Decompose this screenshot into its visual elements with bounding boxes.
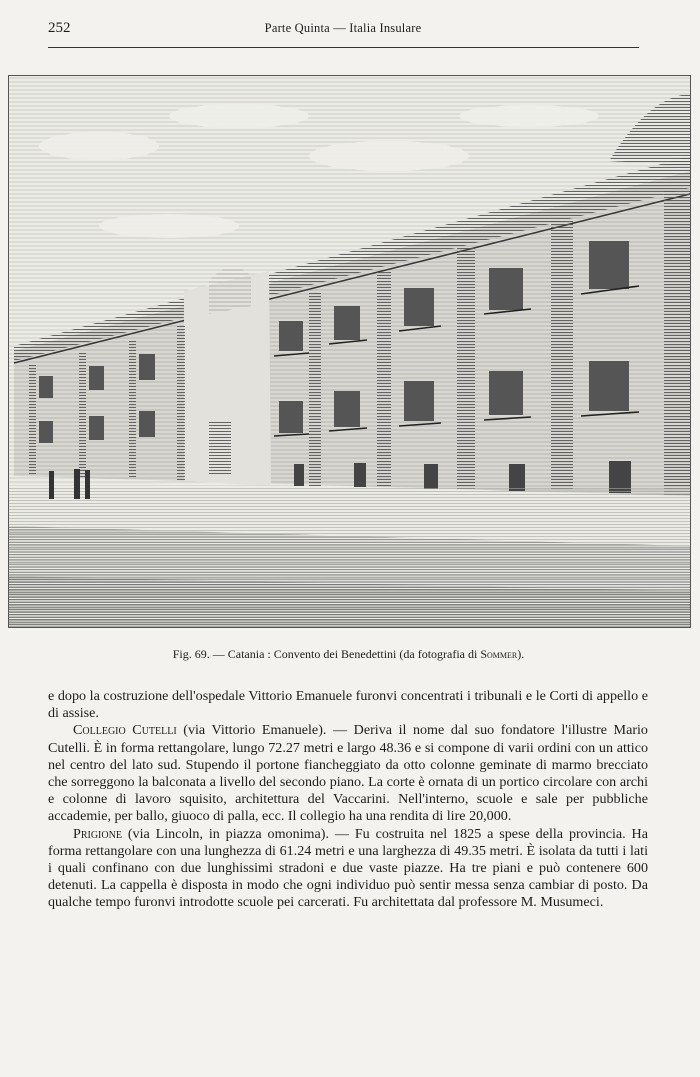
caption-suffix: ).: [517, 647, 525, 661]
caption-text: Fig. 69. — Catania : Convento dei Benedettini (da fotografia di: [172, 647, 481, 661]
caption-author: Sommer: [480, 647, 518, 661]
running-title: Parte Quinta — Italia Insulare: [264, 21, 422, 35]
figure-caption: [8, 647, 689, 662]
convent-illustration: [9, 76, 690, 627]
body-text: [48, 688, 648, 912]
header-rule: [48, 47, 639, 48]
paragraph-prigione: [48, 826, 648, 912]
paragraph-collegio-cutelli: [48, 722, 648, 825]
entry-text-prigione: (via Lincoln, in piazza omonima). — Fu costruita nel 1825 a spese della provincia. Ha forma rettangolare con una lunghezza di 61.24 metri e una larghezza di 49.35 metri. È isolata da tutti i lati i quali confinano con due lunghissimi stradoni e due vaste piazze. Ha tre piani e può contenere 600 detenuti. La cappella è disposta in modo che ogni individuo può sentir messa senza cambiar di posto. Da qualche tempo furonvi introdotte scuole pei carcerati. Fu architettata dal professore M. Musumeci.: [48, 825, 648, 911]
paragraph-1: e dopo la costruzione dell'ospedale Vittorio Emanuele furonvi concentrati i tribunali e le Corti di appello e di assise.: [48, 688, 648, 722]
page-number: 252: [48, 20, 71, 36]
page-header: [48, 20, 638, 42]
figure-engraving: [8, 75, 691, 628]
entry-heading-collegio: Collegio Cutelli: [73, 722, 177, 739]
entry-text-collegio: (via Vittorio Emanuele). — Deriva il nome dal suo fondatore l'illustre Mario Cutelli. È in forma rettangolare, lungo 72.27 metri e largo 48.36 e si compone di varii ordini con un attico nel centro del lato sud. Stupendo il portone fiancheggiato da otto colonne geminate di marmo brecciato che sorreggono la balconata a livello del secondo piano. La corte è ornata di un portico circolare con archi e colonne di lavoro squisito, architettura del Vaccarini. Nell'interno, scuole e sale per pubbliche accademie, per ballo, giuoco di palla, ecc. Il collegio ha una rendita di lire 20,000.: [48, 722, 648, 825]
entry-heading-prigione: Prigione: [73, 825, 122, 842]
